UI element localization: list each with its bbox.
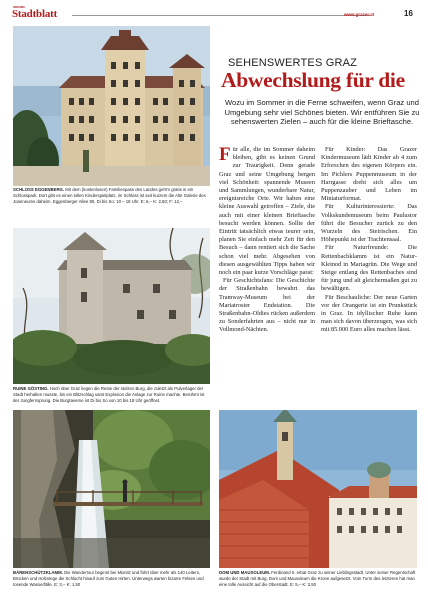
logo-text: Stadtblatt <box>12 8 58 20</box>
article-column-1 <box>219 146 315 408</box>
paragraph: Für Geschichtsfans: Die Geschichte der Straßenbahn bewahrt das Tramway-Museum bei der Mariatroster Endstation. Die Straßenbahn-Oldies rücken außerdem zu Sonderfahrten aus – nicht nur in Vollmond-Nächten. <box>219 277 315 334</box>
caption-goesting <box>13 386 210 404</box>
caption-title: BÄRENSCHÜTZKLAMM. <box>13 570 63 575</box>
paragraph-text: ür alle, die im Sommer daheim bleiben, gibt es keinen Grund zur Traurigkeit. Denn gerade Graz und seine Umgebung bergen viel Schönheit: spannende Museen und Sammlungen, wunderbare Natur, ereignisreiche Orte. Wir haben eine kleine Auswahl getroffen – Ziele, die auch mit einer kleinen Brieftasche besucht werden können. Sollte der Eintritt tatsächlich etwas teurer sein, planen Sie einfach mehr Zeit für den Besuch – dann rentiert sich die Sache schon viel mehr. Abgesehen von diesen ausgewählten Tipps haben wir noch ein paar kurze Vorschläge parat: <box>219 146 315 277</box>
caption-text: Ferdinand II. erbat Graz zu seiner Lieblingsstadt. Unter seiner Regentschaft wurde der Stadt mit Burg, Dom und Mausoleum die Krone aufgesetzt. Vom Turm des letzteren hat man eine tolle Aussicht auf die Oberstadt. E: 5,– K: 3,50 <box>219 570 416 587</box>
caption-text: Hoch über Graz liegen die Reste der stolzen Burg, die zuletzt als Pulverlager der Stadt herhalten musste, bis ein Blitzschlag samt Explosion die Anlage zur Ruine machte. Berühmt ist der Jungfernsprung. Die Burgtaverne ist Di bis So von 10 bis 18 Uhr geöffnet. <box>13 386 205 403</box>
header-rule <box>72 15 370 16</box>
masthead <box>12 5 416 22</box>
caption-title: RUINE GÖSTING. <box>13 386 49 391</box>
paragraph: Für Naturfreunde: Die Rettenbachklamm ist ein Natur-Kleinod in Mariagrün. Die Wege und Steige entlang des Rettenbaches sind für jung und alt gleichermaßen gut zu bewältigen. <box>321 244 417 293</box>
article-lead: Wozu im Sommer in die Ferne schweifen, wenn Graz und Umgebung sehr viel Schönes bieten. Wir entführen Sie zu sehenswerten Zielen – auch für die kleine Brieftasche. <box>224 98 420 126</box>
page-number: 16 <box>404 9 413 18</box>
baerenschuetzklamm-photo <box>13 410 210 568</box>
caption-text: Mit dem (kostenlosen) Familienpass des Landes geht's gratis in ein Schlosspark. Dort gibt es einen tollen Kinderspielplatz, im Schloss ist seit kurzem die Alte Galerie des Joanneums daheim. Eggenberger Allee 90, Di bis So: 10 – 18 Uhr. E: 6,– K: 2,50; F: 12,– <box>13 187 206 204</box>
paragraph: Für Kulturinteressierte: Das Volkskundemuseum beim Paulustor führt die Besucher zurück zu den Wurzeln des Steirischen. Ein Höhepunkt ist der Trachtensaal. <box>321 203 417 244</box>
paragraph: Für Kinder: Das Grazer Kindermuseum lädt Kinder ab 4 zum Erforschen des eigenen Körpers ein. Im Pichlers Puppenmuseum in der Harrgasse dreht sich alles um Puppenzauber und Leben im Miniaturformat. <box>321 146 417 203</box>
article-column-2 <box>321 146 417 408</box>
dom-mausoleum-photo <box>219 410 417 568</box>
article-kicker: SEHENSWERTES GRAZ <box>228 57 358 69</box>
caption-eggenberg <box>13 187 210 205</box>
caption-baerenschuetzklamm <box>13 570 210 588</box>
drop-cap: F <box>219 146 231 165</box>
caption-title: DOM UND MAUSOLEUM. <box>219 570 271 575</box>
logo-subtitle: GRAZER <box>13 5 25 9</box>
paragraph <box>219 146 315 277</box>
stadtblatt-logo <box>12 5 58 20</box>
article-headline: Abwechslung für die <box>221 68 405 92</box>
site-url: www.grazer.at <box>344 12 375 17</box>
schloss-eggenberg-photo <box>13 26 210 186</box>
caption-text: Die Wandertour beginnt bei Mixnitz und führt über mehr als 140 Leitern, Brücken und Holzstege die Schlucht hinauf zum Guten Hirten. Unterwegs warten bizarre Felsen und tosende Wasserfälle. E: 3,– K: 1,50 <box>13 570 204 587</box>
ruine-goesting-photo <box>13 228 210 384</box>
caption-title: SCHLOSS EGGENBERG. <box>13 187 65 192</box>
caption-dom <box>219 570 417 588</box>
paragraph: Für Beschauliche: Der neue Garten vor der Orangerie ist ein Prunkstück in Graz. In idyllischer Ruhe kann man sich davon überzeugen, was sich mit 85.000 Euro alles machen lässt. <box>321 293 417 334</box>
